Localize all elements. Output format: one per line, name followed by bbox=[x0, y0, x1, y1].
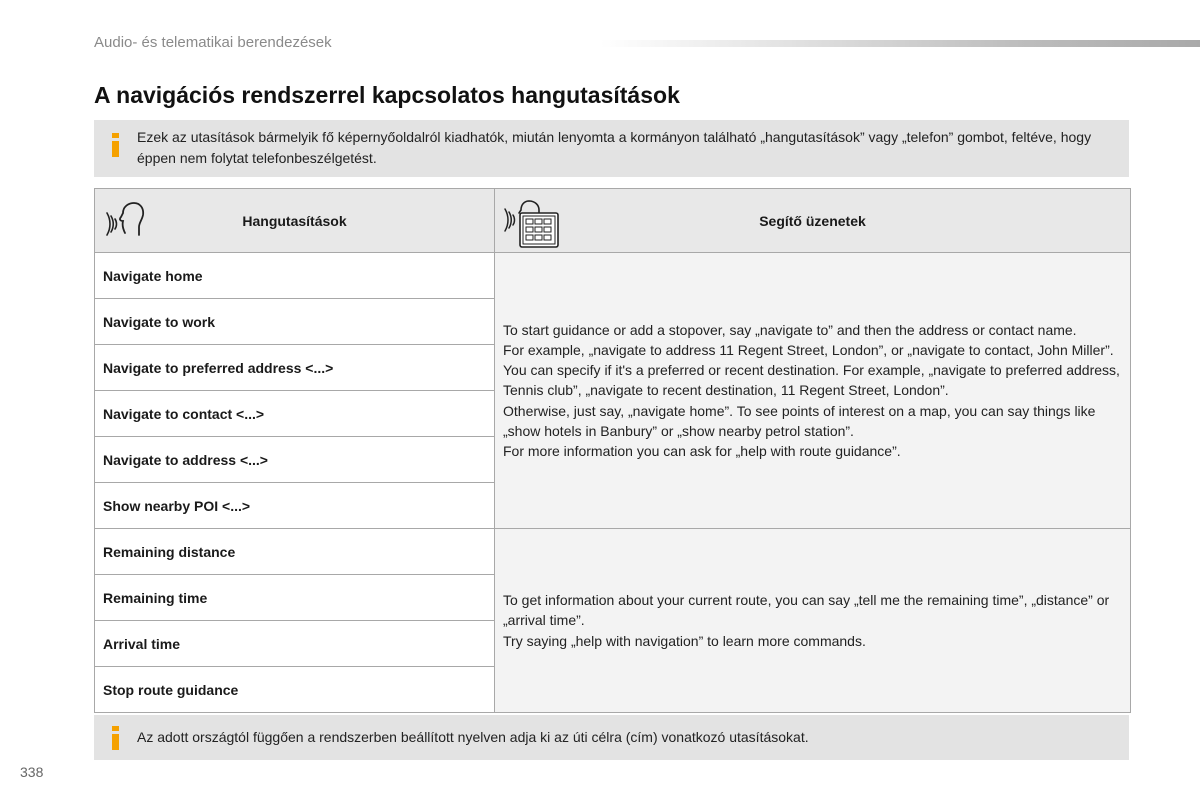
command-cell: Navigate to work bbox=[95, 299, 495, 345]
help-line: To get information about your current route, you can say „tell me the remaining time”, „distance” or „arrival time”. bbox=[503, 592, 1110, 629]
voice-commands-table bbox=[94, 188, 1131, 713]
info-note-text: Ezek az utasítások bármelyik fő képernyőoldalról kiadhatók, miután lenyomta a kormányon található „hangutasítások” vagy „telefon” gombot, feltéve, hogy éppen nem folytat telefonbeszélgetést. bbox=[137, 129, 1092, 166]
command-cell: Remaining distance bbox=[95, 529, 495, 575]
table-row bbox=[95, 529, 1131, 575]
help-cell-navigation bbox=[495, 253, 1131, 529]
running-header: Audio- és telematikai berendezések bbox=[94, 34, 332, 51]
table-header-row bbox=[95, 189, 1131, 253]
voice-command-head-icon bbox=[103, 199, 147, 242]
page-title: A navigációs rendszerrel kapcsolatos hangutasítások bbox=[94, 82, 680, 108]
command-cell: Navigate to address <...> bbox=[95, 437, 495, 483]
command-cell: Stop route guidance bbox=[95, 667, 495, 713]
command-cell: Navigate home bbox=[95, 253, 495, 299]
help-cell-route-info bbox=[495, 529, 1131, 713]
help-line: You can specify if it's a preferred or recent destination. For example, „navigate to preferred address, Tennis club”, „navigate to recent destination, 11 Regent Street, London”. bbox=[503, 362, 1120, 399]
help-line: Try saying „help with navigation” to learn more commands. bbox=[503, 632, 866, 649]
command-cell: Arrival time bbox=[95, 621, 495, 667]
header-gradient-bar bbox=[600, 40, 1200, 47]
command-cell: Show nearby POI <...> bbox=[95, 483, 495, 529]
command-cell: Navigate to contact <...> bbox=[95, 391, 495, 437]
info-note-text: Az adott országtól függően a rendszerben beállított nyelven adja ki az úti célra (cím) vonatkozó utasításokat. bbox=[137, 729, 809, 745]
table-row bbox=[95, 253, 1131, 299]
help-line: For more information you can ask for „help with route guidance”. bbox=[503, 443, 901, 459]
help-column-label: Segítő üzenetek bbox=[759, 212, 866, 229]
info-note-top bbox=[94, 120, 1129, 177]
command-cell: Remaining time bbox=[95, 575, 495, 621]
command-cell: Navigate to preferred address <...> bbox=[95, 345, 495, 391]
commands-column-header bbox=[95, 189, 495, 253]
voice-keypad-icon bbox=[503, 199, 561, 252]
info-note-bottom bbox=[94, 715, 1129, 760]
help-line: To start guidance or add a stopover, say „navigate to” and then the address or contact name. bbox=[503, 321, 1077, 338]
help-line: For example, „navigate to address 11 Regent Street, London”, or „navigate to contact, John Miller”. bbox=[503, 341, 1114, 358]
page-number: 338 bbox=[20, 764, 44, 780]
help-line: Otherwise, just say, „navigate home”. To see points of interest on a map, you can say things like „show hotels in Banbury” or „show nearby petrol station”. bbox=[503, 402, 1096, 439]
commands-column-label: Hangutasítások bbox=[242, 212, 347, 229]
help-column-header bbox=[495, 189, 1131, 253]
